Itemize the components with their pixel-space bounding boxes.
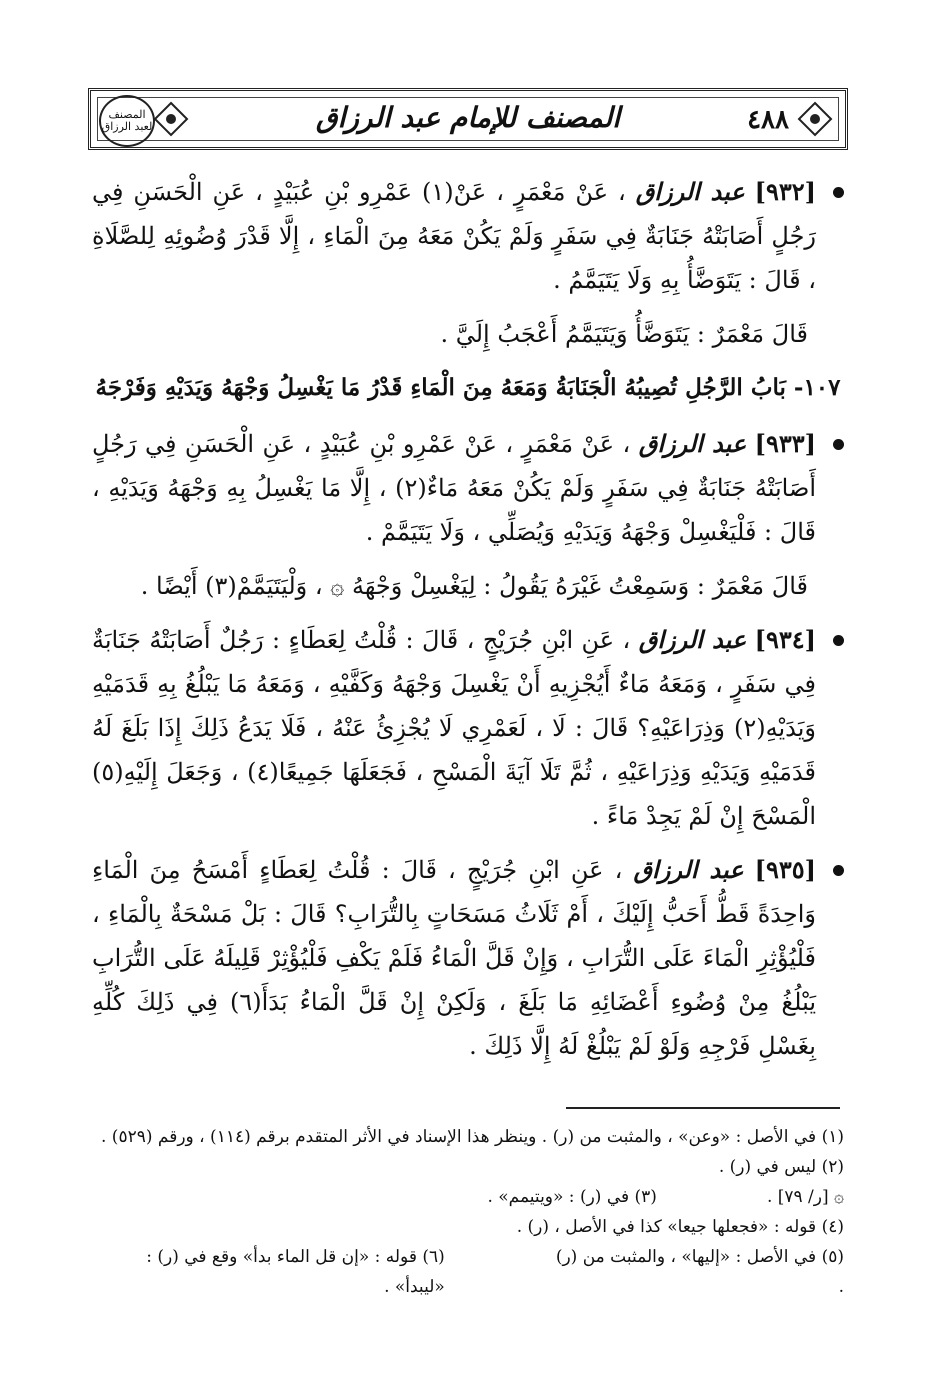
page-marker-note: ۞ [ر/ ٧٩] . <box>766 1187 844 1207</box>
footnote-5: (٥) في الأصل : «إليها» ، والمثبت من (ر) . <box>555 1247 844 1297</box>
ornament-icon <box>795 99 835 139</box>
hadith-number: [٩٣٣] <box>754 429 816 458</box>
footnote-4: (٤) قوله : «فجعلها جيعا» كذا في الأصل ، (ر) . <box>516 1217 844 1237</box>
page-header <box>88 88 848 150</box>
main-text <box>92 170 844 1078</box>
footnote-3: (٣) في (ر) : «ويتيمم» . <box>487 1187 657 1207</box>
hadith-text: ، عَنْ مَعْمَرٍ ، عَنْ(١) عَمْرِو بْنِ عُبَيْدٍ ، عَنِ الْحَسَنِ فِي رَجُلٍ أَصَابَتْهُ جَنَابَةٌ فِي سَفَرٍ وَلَمْ يَكُنْ مَعَهُ مِنَ الْمَاءِ ، إِلَّا قَدْرَ وُضُوئِهِ لِلصَّلَاةِ ، قَالَ : يَتَوَضَّأُ بِهِ وَلَا يَتَيَمَّمُ . <box>92 178 816 294</box>
footnote-row <box>92 1242 844 1302</box>
footnote-row <box>92 1182 844 1212</box>
bullet-icon <box>833 865 844 876</box>
footnote-6: (٦) قوله : «إن قل الماء بدأ» وقع في (ر) : «ليبدأ» . <box>146 1247 445 1297</box>
hadith-number: [٩٣٤] <box>754 625 816 654</box>
comment-text: قَالَ مَعْمَرٌ : يَتَوَضَّأُ وَيَتَيَمَّمُ أَعْجَبُ إِلَيَّ . <box>440 320 808 348</box>
running-title: المصنف للإمام عبد الرزاق <box>315 101 621 134</box>
bullet-icon <box>833 439 844 450</box>
hadith-932-comment <box>92 312 844 356</box>
hadith-933 <box>92 422 844 554</box>
hadith-text: ، عَنْ مَعْمَرٍ ، عَنْ عَمْرِو بْنِ عُبَيْدٍ ، عَنِ الْحَسَنِ فِي رَجُلٍ أَصَابَتْهُ جَنَابَةٌ فِي سَفَرٍ وَلَمْ يَكُنْ مَعَهُ مَاءٌ(٢) ، إِلَّا مَا يَغْسِلُ بِهِ وَجْهَهُ وَيَدَيْهِ ، قَالَ : فَلْيَغْسِلْ وَجْهَهُ وَيَدَيْهِ وَيُصَلِّي ، وَلَا يَتَيَمَّمْ . <box>92 430 817 546</box>
hadith-932 <box>92 170 844 302</box>
hadith-number: [٩٣٥] <box>754 855 816 884</box>
page-number: ٤٨٨ <box>747 105 789 135</box>
hadith-text: ، عَنِ ابْنِ جُرَيْجٍ ، قَالَ : قُلْتُ لِعَطَاءٍ أَمْسَحُ مِنَ الْمَاءِ وَاحِدَةً قَطُّ أَحَبُّ إِلَيْكَ ، أَمْ ثَلَاثُ مَسَحَاتٍ بِالتُّرَابِ؟ قَالَ : بَلْ مَسْحَةٌ بِالْمَاءِ ، فَلْيُؤْثِرِ الْمَاءَ عَلَى التُّرَابِ ، وَإِنْ قَلَّ الْمَاءُ فَلَمْ يَكْفِ فَلْيُؤْثِرْ قَلِيلَهُ عَلَى التُّرَابِ يَبْلُغُ مِنْ وُضُوءِ أَعْضَائِهِ مَا بَلَغَ ، وَلَكِنْ إِنْ قَلَّ الْمَاءُ بَدَأَ(٦) فِي ذَلِكَ كُلِّهِ بِغَسْلِ فَرْجِهِ وَلَوْ لَمْ يَبْلُغْ لَهُ إِلَّا ذَلِكَ . <box>92 856 816 1060</box>
hadith-935 <box>92 848 844 1068</box>
hadith-934 <box>92 618 844 838</box>
narrator-name: عبد الرزاق <box>635 177 745 206</box>
footnote-divider <box>566 1107 840 1109</box>
chapter-heading: ١٠٧- بَابُ الرَّجُلِ تُصِيبُهُ الْجَنَابَةُ وَمَعَهُ مِنَ الْمَاءِ قَدْرُ مَا يَغْسِلُ وَجْهَهُ وَيَدَيْهِ وَفَرْجَهُ <box>95 374 841 401</box>
narrator-name: عبد الرزاق <box>638 429 747 458</box>
narrator-name: عبد الرزاق <box>638 625 747 654</box>
comment-text: قَالَ مَعْمَرٌ : وَسَمِعْتُ غَيْرَهُ يَقُولُ : لِيَغْسِلْ وَجْهَهُ ۞ ، وَلْيَتَيَمَّمْ(٣) أَيْضًا . <box>140 572 808 600</box>
hadith-number: [٩٣٢] <box>754 177 816 206</box>
footnote-1: (١) في الأصل : «وعن» ، والمثبت من (ر) . وينظر هذا الإسناد في الأثر المتقدم برقم (١١٤) ، ورقم (٥٢٩) . <box>101 1127 844 1147</box>
hadith-933-comment <box>92 564 844 608</box>
bullet-icon <box>833 187 844 198</box>
footnote-2: (٢) ليس في (ر) . <box>718 1157 844 1177</box>
medallion-text: المصنف لعبد الرزاق <box>101 108 153 133</box>
narrator-name: عبد الرزاق <box>633 855 744 884</box>
footnotes <box>92 1122 844 1302</box>
bullet-icon <box>833 635 844 646</box>
hadith-text: ، عَنِ ابْنِ جُرَيْجٍ ، قَالَ : قُلْتُ لِعَطَاءٍ : رَجُلٌ أَصَابَتْهُ جَنَابَةٌ فِي سَفَرٍ ، وَمَعَهُ مَاءٌ أَيُجْزِيهِ أَنْ يَغْسِلَ وَجْهَهُ وَكَفَّيْهِ ، وَمَعَهُ مَا يَبْلُغُ بِهِ قَدَمَيْهِ وَيَدَيْهِ(٢) وَذِرَاعَيْهِ؟ قَالَ : لَا ، لَعَمْرِي لَا يُجْزِئُ عَنْهُ ، فَلَا يَدَعُ ذَلِكَ إِذَا بَلَغَ لَهُ قَدَمَيْهِ وَيَدَيْهِ وَذِرَاعَيْهِ ، ثُمَّ تَلَا آيَةَ الْمَسْحِ ، فَجَعَلَهَا جَمِيعًا(٤) ، وَجَعَلَ إِلَيْهِ(٥) الْمَسْحَ إِنْ لَمْ يَجِدْ مَاءً . <box>92 626 816 830</box>
